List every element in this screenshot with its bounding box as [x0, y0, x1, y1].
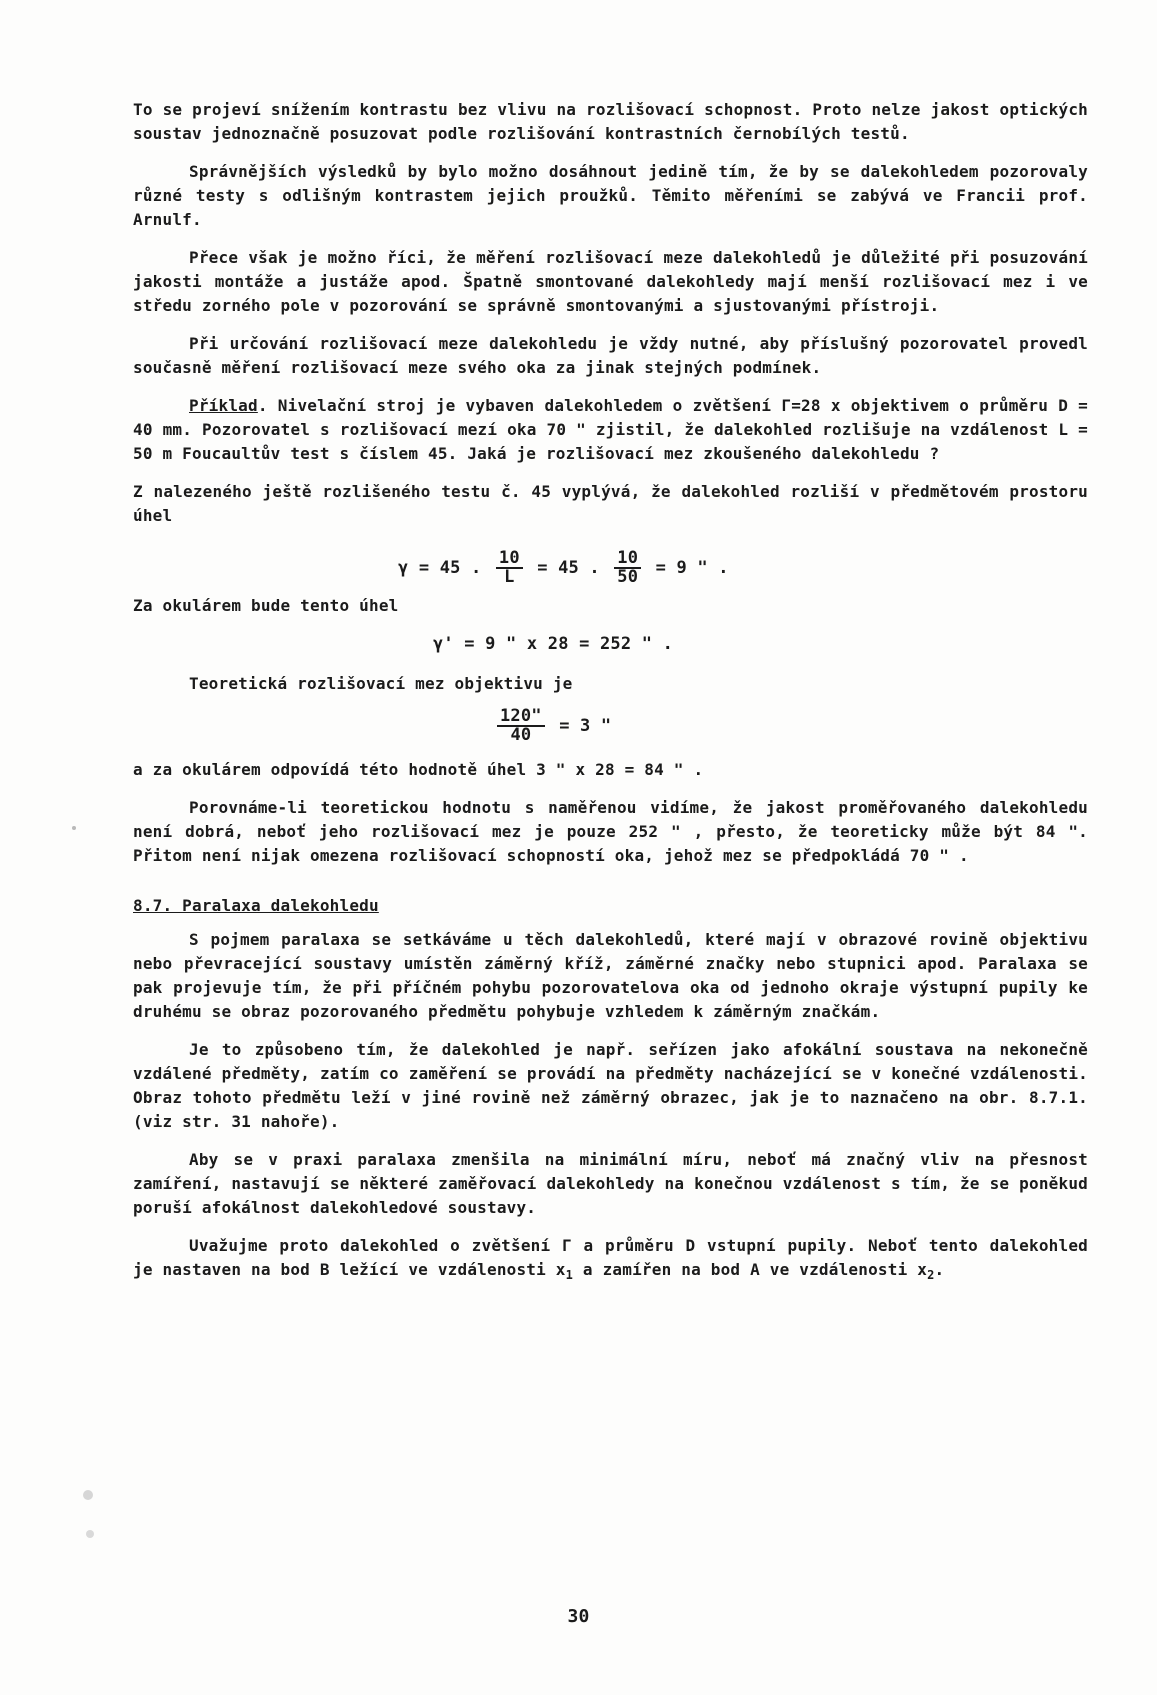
example-label: Příklad [189, 396, 258, 415]
scan-speck [86, 1530, 94, 1538]
eq2-text: γ' = 9 " x 28 = 252 " . [433, 634, 674, 654]
example-text: . Nivelační stroj je vybaven dalekohledem o zvětšení Γ=28 x objektivem o průměru D = 40 mm. Pozorovatel s rozlišovací mezí oka 70 " zjistil, že dalekohled rozlišuje na vzdálenost L = 50 m Foucaultův test s číslem 45. Jaká je rozlišovací mez zkoušeného dalekohledu ? [133, 396, 1088, 463]
eq1-frac2-numerator: 10 [614, 550, 641, 569]
paragraph-3: Přece však je možno říci, že měření rozlišovací meze dalekohledů je důležité při posuzování jakosti montáže a justáže apod. Špatně smontované dalekohledy mají menší rozlišovací mez i ve středu zorného pole v pozorování se správně smontovanými a sjustovanými přístroji. [133, 248, 1088, 315]
p13-main: Uvažujme proto dalekohled o zvětšení Γ a průměru D vstupní pupily. Neboť tento dalekohled je nastaven na bod B ležící ve vzdálenosti x [133, 1236, 1088, 1279]
scan-speck [72, 826, 76, 830]
paragraph-6: Za okulárem bude tento úhel [133, 596, 399, 615]
section-heading: 8.7. Paralaxa dalekohledu [133, 896, 379, 915]
paragraph-8: a za okulárem odpovídá této hodnotě úhel 3 " x 28 = 84 " . [133, 760, 704, 779]
eq3-fraction [497, 708, 545, 744]
eq1-fraction-1 [496, 550, 523, 586]
p13-end: . [934, 1260, 945, 1279]
p13-middle: a zamířen na bod A ve vzdálenosti x [573, 1260, 928, 1279]
paragraph-5: Z nalezeného ještě rozlišeného testu č. 45 vyplývá, že dalekohled rozliší v předmětovém prostoru úhel [133, 482, 1088, 525]
paragraph-1: To se projeví snížením kontrastu bez vlivu na rozlišovací schopnost. Proto nelze jakost optických soustav jednoznačně posuzovat podle rozlišování kontrastních černobílých testů. [133, 100, 1088, 143]
example-paragraph [133, 394, 1088, 466]
eq3-rhs: = 3 " [559, 716, 612, 736]
eq1-lhs: γ = 45 . [398, 558, 482, 578]
eq1-frac1-denominator: L [504, 567, 515, 587]
eq1-frac1-numerator: 10 [496, 550, 523, 569]
paragraph-13 [133, 1234, 1088, 1287]
eq3-denominator: 40 [510, 725, 532, 745]
eq1-frac2-denominator: 50 [617, 567, 639, 587]
paragraph-7: Teoretická rozlišovací mez objektivu je [189, 674, 573, 693]
paragraph-10: S pojmem paralaxa se setkáváme u těch dalekohledů, které mají v obrazové rovině objektivu nebo převracející soustavy umístěn záměrný kříž, záměrné značky nebo stupnici apod. Paralaxa se pak projevuje tím, že při příčném pohybu pozorovatelova oka od jednoho okraje výstupní pupily ke druhému se obraz pozorovaného předmětu pohybuje vzhledem k záměrným značkám. [133, 930, 1088, 1021]
equation-gamma [133, 542, 1088, 587]
scan-speck [83, 1490, 93, 1500]
paragraph-11: Je to způsobeno tím, že dalekohled je např. seřízen jako afokální soustava na nekonečně vzdálené předměty, zatím co zaměření se provádí na předměty nacházející se v konečné vzdálenosti. Obraz tohoto předmětu leží v jiné rovině než záměrný obrazec, jak je to naznačeno na obr. 8.7.1. (viz str. 31 nahoře). [133, 1040, 1088, 1131]
p13-subscript-1: 1 [565, 1268, 574, 1282]
equation-theoretical-limit [133, 706, 1088, 748]
page-number: 30 [567, 1606, 590, 1627]
equation-gamma-prime [133, 632, 1088, 662]
paragraph-4: Při určování rozlišovací meze dalekohledu je vždy nutné, aby příslušný pozorovatel provedl současně měření rozlišovací meze svého oka za jinak stejných podmínek. [133, 334, 1088, 377]
eq3-numerator: 120" [497, 708, 545, 727]
page-content [133, 98, 1088, 1301]
eq1-fraction-2 [614, 550, 641, 586]
eq1-middle: = 45 . [537, 558, 600, 578]
paragraph-9: Porovnáme-li teoretickou hodnotu s naměřenou vidíme, že jakost proměřovaného dalekohledu není dobrá, neboť jeho rozlišovací mez je pouze 252 " , přesto, že teoreticky může být 84 ". Přitom není nijak omezena rozlišovací schopností oka, jehož mez se předpokládá 70 " . [133, 798, 1088, 865]
p13-subscript-2: 2 [927, 1268, 935, 1282]
eq1-rhs: = 9 " . [655, 558, 729, 578]
paragraph-12: Aby se v praxi paralaxa zmenšila na minimální míru, neboť má značný vliv na přesnost zamíření, nastavují se některé zaměřovací dalekohledy na konečnou vzdálenost s tím, že se poněkud poruší afokálnost dalekohledové soustavy. [133, 1150, 1088, 1217]
paragraph-2: Správnějších výsledků by bylo možno dosáhnout jedině tím, že by se dalekohledem pozorovaly různé testy s odlišným kontrastem jejich proužků. Těmito měřeními se zabývá ve Francii prof. Arnulf. [133, 162, 1088, 229]
